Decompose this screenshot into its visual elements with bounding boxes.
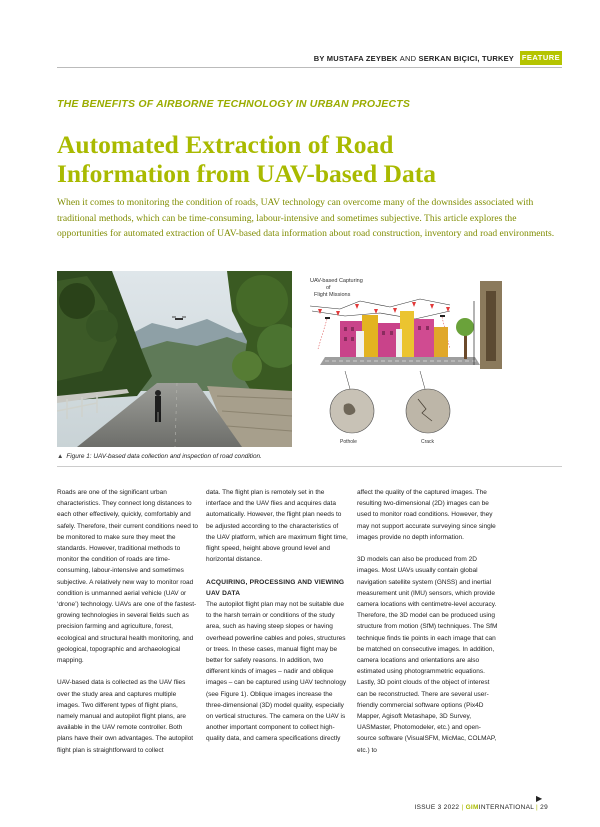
kicker: THE BENEFITS OF AIRBORNE TECHNOLOGY IN URBAN PROJECTS	[57, 98, 411, 110]
author-1: MUSTAFA ZEYBEK	[326, 54, 398, 63]
author-2: SERKAN BIÇICI, TURKEY	[418, 54, 514, 63]
brand-international: INTERNATIONAL	[478, 804, 534, 811]
article-title: Automated Extraction of Road Information from UAV-based Data	[57, 130, 436, 188]
lead-paragraph: When it comes to monitoring the condition of roads, UAV technology can overcome many of the downsides associated with traditional methods, which can be time-consuming, labour-intensive and sometimes subjective. This article explores the opportunities for automated extraction of UAV-based data information about road construction, inventory and road environments.	[57, 197, 555, 239]
brand-gim: GIM	[465, 804, 479, 811]
page-number: 29	[540, 804, 548, 811]
body-column-2	[206, 487, 348, 756]
caption-text: Figure 1: UAV-based data collection and inspection of road condition.	[66, 453, 262, 460]
section-heading: ACQUIRING, PROCESSING AND VIEWING UAV DATA	[206, 578, 345, 597]
figure-caption	[57, 453, 262, 460]
caption-triangle-icon: ▲	[57, 453, 64, 460]
caption-divider	[57, 466, 562, 467]
header-divider	[57, 67, 562, 68]
byline	[314, 54, 514, 63]
paragraph: The autopilot flight plan may not be suitable due to the harsh terrain or conditions of the study area, such as having steep slopes or having overhead powerline cables and poles, structures or trees. In these cases, manual flight may be better for safety reasons. In addition, two different kinds of images – nadir and oblique images – can be captured using UAV technology (see Figure 1). Oblique images increase the three-dimensional (3D) model quality, especially on vertical structures. The camera on the UAV is another important component to collect high-quality data, and camera specifications directly	[206, 601, 347, 743]
paragraph: 3D models can also be produced from 2D images. Most UAVs usually contain global navigation satellite system (GNSS) and inertial measurement unit (IMU) sensors, which provide camera locations with centimetre-level accuracy. Therefore, the 3D model can be produced using structure from motion (SfM) techniques. The SfM technique finds tie points in each image that can be matched on consecutive images. In addition, camera locations and orientations are also estimated using photogrammetric equations. Lastly, 3D point clouds of the object of interest can be reconstructed. There are several user-friendly commercial software options (Pix4D Mapper, Agisoft Metashape, 3D Survey, UASMaster, Photomodeler, etc.) and open-source software (VisualSFM, MicMac, COLMAP, etc.) to	[357, 556, 498, 754]
body-column-1	[57, 487, 199, 767]
paragraph: data. The flight plan is remotely set in the interface and the UAV flies and acquires data automatically. However, the flight plan needs to be adjusted according to the characteristics of the UAV platform, which are maximum flight time, flight speed, height above ground level and horizontal distance.	[206, 489, 348, 564]
diagram-title-1: UAV-based Capturing	[310, 278, 363, 284]
continue-arrow-icon: ▶	[536, 794, 543, 803]
pothole-label: Pothole	[340, 439, 357, 445]
diagram-title-3: Flight Missions	[314, 292, 351, 298]
paragraph: Roads are one of the significant urban characteristics. They connect long distances to each other effectively, quickly, comfortably and safely. Therefore, their current conditions need to be monitored to make sure they meet the standards. However, traditional methods to monitor the condition of roads are time-consuming, labour-intensive and sometimes subjective. A relatively new way to monitor road condition is unmanned aerial vehicle (UAV or ‘drone’) technology. UAVs are one of the fastest-growing technologies in several fields such as precision farming and agriculture, forest, ecological and structural health monitoring, and geological, topographic and archaeological mapping.	[57, 489, 199, 665]
page-footer: ISSUE 3 2022 | GIMINTERNATIONAL | 29	[414, 804, 548, 811]
section-badge: FEATURE	[520, 51, 562, 65]
uav-diagram	[300, 271, 512, 447]
by-prefix: BY	[313, 54, 325, 63]
and-word: AND	[399, 54, 417, 63]
paragraph: affect the quality of the captured images. The resulting two-dimensional (2D) images can be used to monitor road conditions. However, they may not support accurate surveying since single images provide no depth information.	[357, 489, 496, 541]
crack-label: Crack	[421, 439, 435, 445]
road-photo	[57, 271, 292, 447]
diagram-title-2: of	[326, 285, 331, 291]
issue-label: ISSUE 3 2022	[414, 804, 460, 811]
paragraph: UAV-based data is collected as the UAV flies over the study area and captures multiple images. Two different types of flight plans, namely manual and autopilot flight plans, are available in the UAV remote controller. Both plans have their own advantages. The autopilot flight plan is straightforward to collect	[57, 679, 194, 754]
body-column-3	[357, 487, 499, 767]
